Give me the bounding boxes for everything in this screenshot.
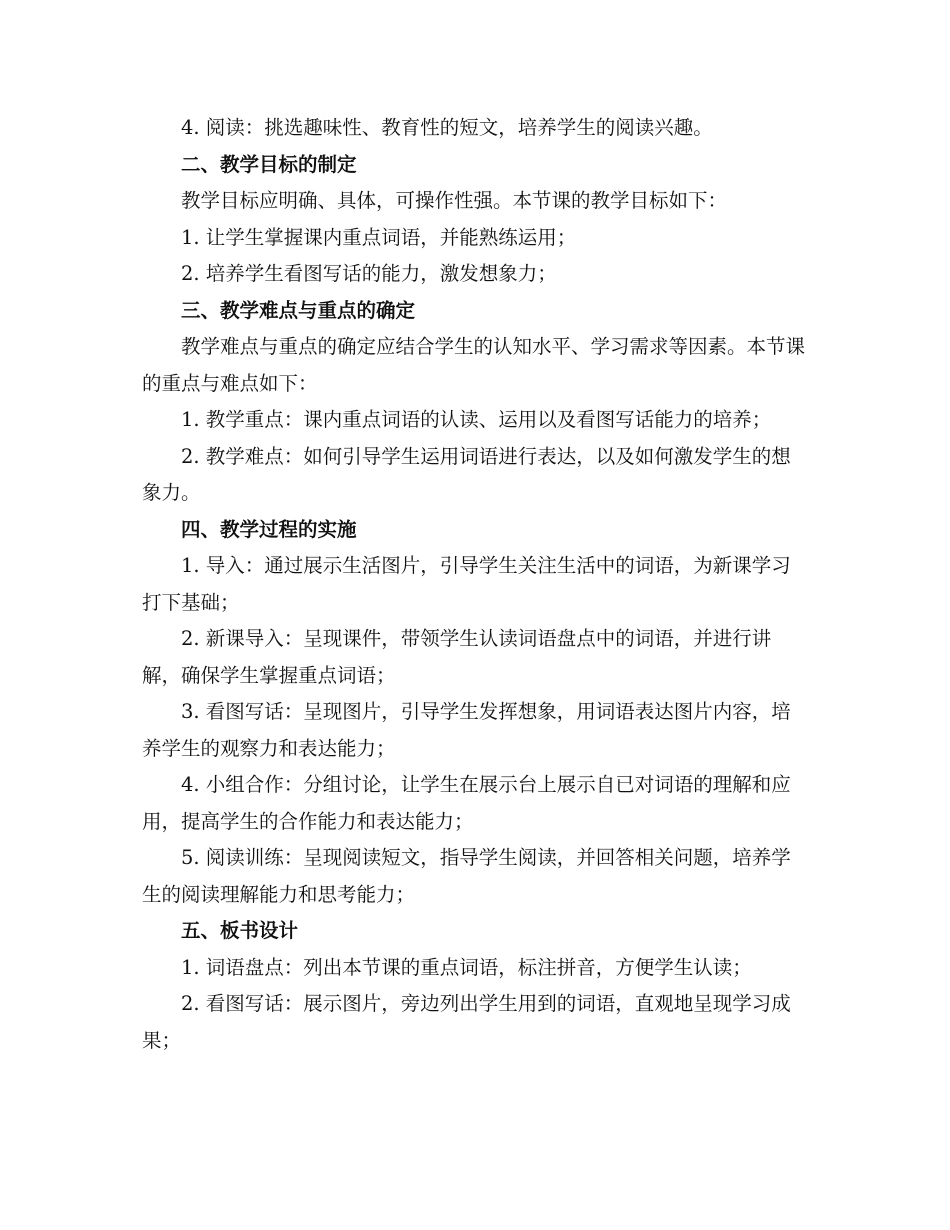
list-item: 4. 小组合作：分组讨论，让学生在展示台上展示自已对词语的理解和应用，提高学生的合作能力和表达能力； xyxy=(142,773,791,833)
list-item: 1. 词语盘点：列出本节课的重点词语，标注拼音，方便学生认读； xyxy=(181,955,752,979)
section-heading-difficulties: 三、教学难点与重点的确定 xyxy=(181,298,416,322)
paragraph: 4. 阅读：挑选趣味性、教育性的短文，培养学生的阅读兴趣。 xyxy=(181,116,713,139)
paragraph: 教学难点与重点的确定应结合学生的认知水平、学习需求等因素。本节课的重点与难点如下： xyxy=(142,335,806,395)
list-item: 5. 阅读训练：呈现阅读短文，指导学生阅读，并回答相关问题，培养学生的阅读理解能力和思考能力； xyxy=(142,846,791,906)
list-item: 1. 教学重点：课内重点词语的认读、运用以及看图写话能力的培养； xyxy=(181,408,772,431)
list-item: 2. 培养学生看图写话的能力，激发想象力； xyxy=(181,262,557,285)
list-item: 2. 新课导入：呈现课件，带领学生认读词语盘点中的词语，并进行讲解，确保学生掌握重点词语； xyxy=(142,627,772,687)
document-page xyxy=(142,110,810,1059)
list-item: 1. 导入：通过展示生活图片，引导学生关注生活中的词语，为新课学习打下基础； xyxy=(142,554,791,614)
section-heading-objectives: 二、教学目标的制定 xyxy=(181,152,357,176)
list-item: 2. 教学难点：如何引导学生运用词语进行表达，以及如何激发学生的想象力。 xyxy=(142,444,791,504)
list-item: 1. 让学生掌握课内重点词语，并能熟练运用； xyxy=(181,225,577,249)
list-item: 3. 看图写话：呈现图片，引导学生发挥想象，用词语表达图片内容，培养学生的观察力和表达能力； xyxy=(142,700,791,760)
paragraph: 教学目标应明确、具体，可操作性强。本节课的教学目标如下： xyxy=(181,189,728,212)
list-item: 2. 看图写话：展示图片，旁边列出学生用到的词语，直观地呈现学习成果； xyxy=(142,992,791,1052)
section-heading-process: 四、教学过程的实施 xyxy=(181,517,357,541)
section-heading-board-design: 五、板书设计 xyxy=(181,919,299,942)
